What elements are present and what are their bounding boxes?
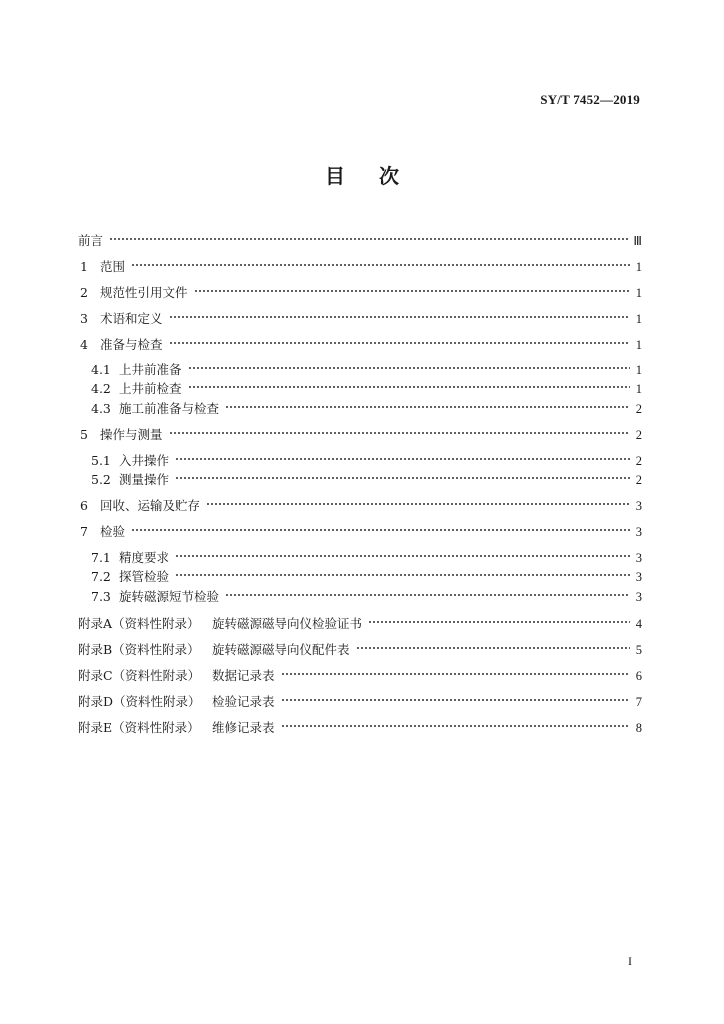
toc-entry-label: 探管检验	[119, 569, 170, 584]
dot-leader	[131, 527, 630, 533]
toc-entry-number: 7	[80, 524, 88, 539]
toc-entry-page: 1	[635, 382, 642, 396]
toc-entry-number: 4.2	[91, 381, 111, 396]
toc-entry-number: 4.1	[91, 362, 111, 377]
toc-entry[interactable]	[91, 362, 642, 378]
toc-entry[interactable]	[91, 401, 642, 417]
toc-entry[interactable]	[91, 589, 642, 605]
toc-entry-page: 2	[635, 428, 642, 442]
toc-entry[interactable]	[78, 720, 642, 736]
toc-entry-label: 上井前检查	[119, 381, 182, 396]
page-title: 目次	[325, 164, 433, 188]
toc-entry-page: 4	[635, 617, 642, 631]
toc-entry[interactable]	[78, 668, 642, 684]
dot-leader	[131, 262, 630, 268]
dot-leader	[109, 236, 629, 242]
dot-leader	[175, 553, 630, 559]
toc-entry-label: 术语和定义	[100, 311, 163, 326]
toc-entry-page: 3	[635, 590, 642, 604]
toc-entry-page: 1	[635, 286, 642, 300]
dot-leader	[169, 340, 630, 346]
dot-leader	[206, 501, 630, 507]
toc-entry[interactable]	[91, 453, 642, 469]
toc-entry-label: 入井操作	[119, 453, 170, 468]
table-of-contents	[78, 0, 642, 1024]
toc-entry[interactable]	[78, 694, 642, 710]
toc-entry[interactable]	[78, 616, 642, 632]
toc-entry-number: 5.2	[91, 472, 111, 487]
toc-entry-label: 维修记录表	[212, 720, 275, 735]
dot-leader	[169, 430, 630, 436]
toc-entry[interactable]	[80, 259, 642, 275]
dot-leader	[368, 619, 630, 625]
toc-entry-label: 回收、运输及贮存	[100, 498, 201, 513]
toc-entry[interactable]	[80, 498, 642, 514]
toc-entry-label: 检验记录表	[212, 694, 275, 709]
toc-entry-page: 1	[635, 260, 642, 274]
dot-leader	[194, 288, 630, 294]
toc-entry-number: 6	[80, 498, 88, 513]
toc-entry-label: 前言	[78, 233, 104, 248]
toc-entry-page: 6	[635, 669, 642, 683]
toc-entry-page: 5	[635, 643, 642, 657]
standard-code: SY/T 7452—2019	[540, 92, 640, 107]
toc-entry-number: 5.1	[91, 453, 111, 468]
toc-entry-page: 8	[635, 721, 642, 735]
dot-leader	[281, 671, 630, 677]
toc-entry-page: 1	[635, 363, 642, 377]
toc-entry-number: 附录C（资料性附录）	[78, 668, 201, 683]
toc-entry-label: 旋转磁源短节检验	[119, 589, 220, 604]
toc-entry[interactable]	[78, 233, 642, 249]
toc-entry[interactable]	[78, 642, 642, 658]
toc-entry-page: 2	[635, 402, 642, 416]
toc-entry-label: 操作与测量	[100, 427, 163, 442]
toc-entry-label: 准备与检查	[100, 337, 163, 352]
toc-entry[interactable]	[80, 311, 642, 327]
toc-entry-number: 附录B（资料性附录）	[78, 642, 200, 657]
toc-entry-number: 附录D（资料性附录）	[78, 694, 201, 709]
toc-entry-label: 施工前准备与检查	[119, 401, 220, 416]
toc-entry-number: 1	[80, 259, 88, 274]
dot-leader	[169, 314, 630, 320]
toc-entry-label: 旋转磁源磁导向仪检验证书	[212, 616, 363, 631]
toc-entry[interactable]	[91, 381, 642, 397]
toc-entry-page: 1	[635, 338, 642, 352]
toc-entry-number: 4	[80, 337, 88, 352]
toc-entry-label: 精度要求	[119, 550, 170, 565]
dot-leader	[175, 572, 630, 578]
dot-leader	[356, 645, 630, 651]
dot-leader	[281, 723, 630, 729]
toc-entry-label: 旋转磁源磁导向仪配件表	[212, 642, 350, 657]
toc-entry-page: 2	[635, 473, 642, 487]
toc-entry-page: Ⅲ	[633, 234, 642, 248]
dot-leader	[225, 592, 630, 598]
toc-entry-label: 检验	[100, 524, 126, 539]
toc-entry-number: 附录E（资料性附录）	[78, 720, 200, 735]
toc-entry-page: 1	[635, 312, 642, 326]
toc-entry[interactable]	[91, 569, 642, 585]
toc-entry-number: 5	[80, 427, 88, 442]
toc-entry-page: 3	[635, 525, 642, 539]
toc-entry-page: 2	[635, 454, 642, 468]
toc-entry-number: 7.1	[91, 550, 111, 565]
toc-entry[interactable]	[80, 337, 642, 353]
toc-entry-number: 3	[80, 311, 88, 326]
toc-entry-page: 3	[635, 551, 642, 565]
toc-entry[interactable]	[91, 550, 642, 566]
toc-entry-label: 上井前准备	[119, 362, 182, 377]
page-number: I	[628, 954, 632, 968]
toc-entry-page: 3	[635, 499, 642, 513]
dot-leader	[225, 404, 630, 410]
toc-entry[interactable]	[80, 285, 642, 301]
toc-entry-label: 数据记录表	[212, 668, 275, 683]
dot-leader	[175, 456, 630, 462]
toc-entry[interactable]	[91, 472, 642, 488]
toc-entry-number: 7.3	[91, 589, 111, 604]
toc-entry-number: 附录A（资料性附录）	[78, 616, 200, 631]
dot-leader	[188, 384, 630, 390]
toc-entry-number: 2	[80, 285, 88, 300]
toc-entry[interactable]	[80, 427, 642, 443]
dot-leader	[188, 365, 630, 371]
toc-entry[interactable]	[80, 524, 642, 540]
toc-entry-label: 范围	[100, 259, 126, 274]
toc-entry-label: 测量操作	[119, 472, 170, 487]
toc-entry-label: 规范性引用文件	[100, 285, 188, 300]
toc-entry-page: 3	[635, 570, 642, 584]
toc-entry-number: 4.3	[91, 401, 111, 416]
toc-entry-number: 7.2	[91, 569, 111, 584]
dot-leader	[281, 697, 630, 703]
dot-leader	[175, 475, 630, 481]
toc-entry-page: 7	[635, 695, 642, 709]
